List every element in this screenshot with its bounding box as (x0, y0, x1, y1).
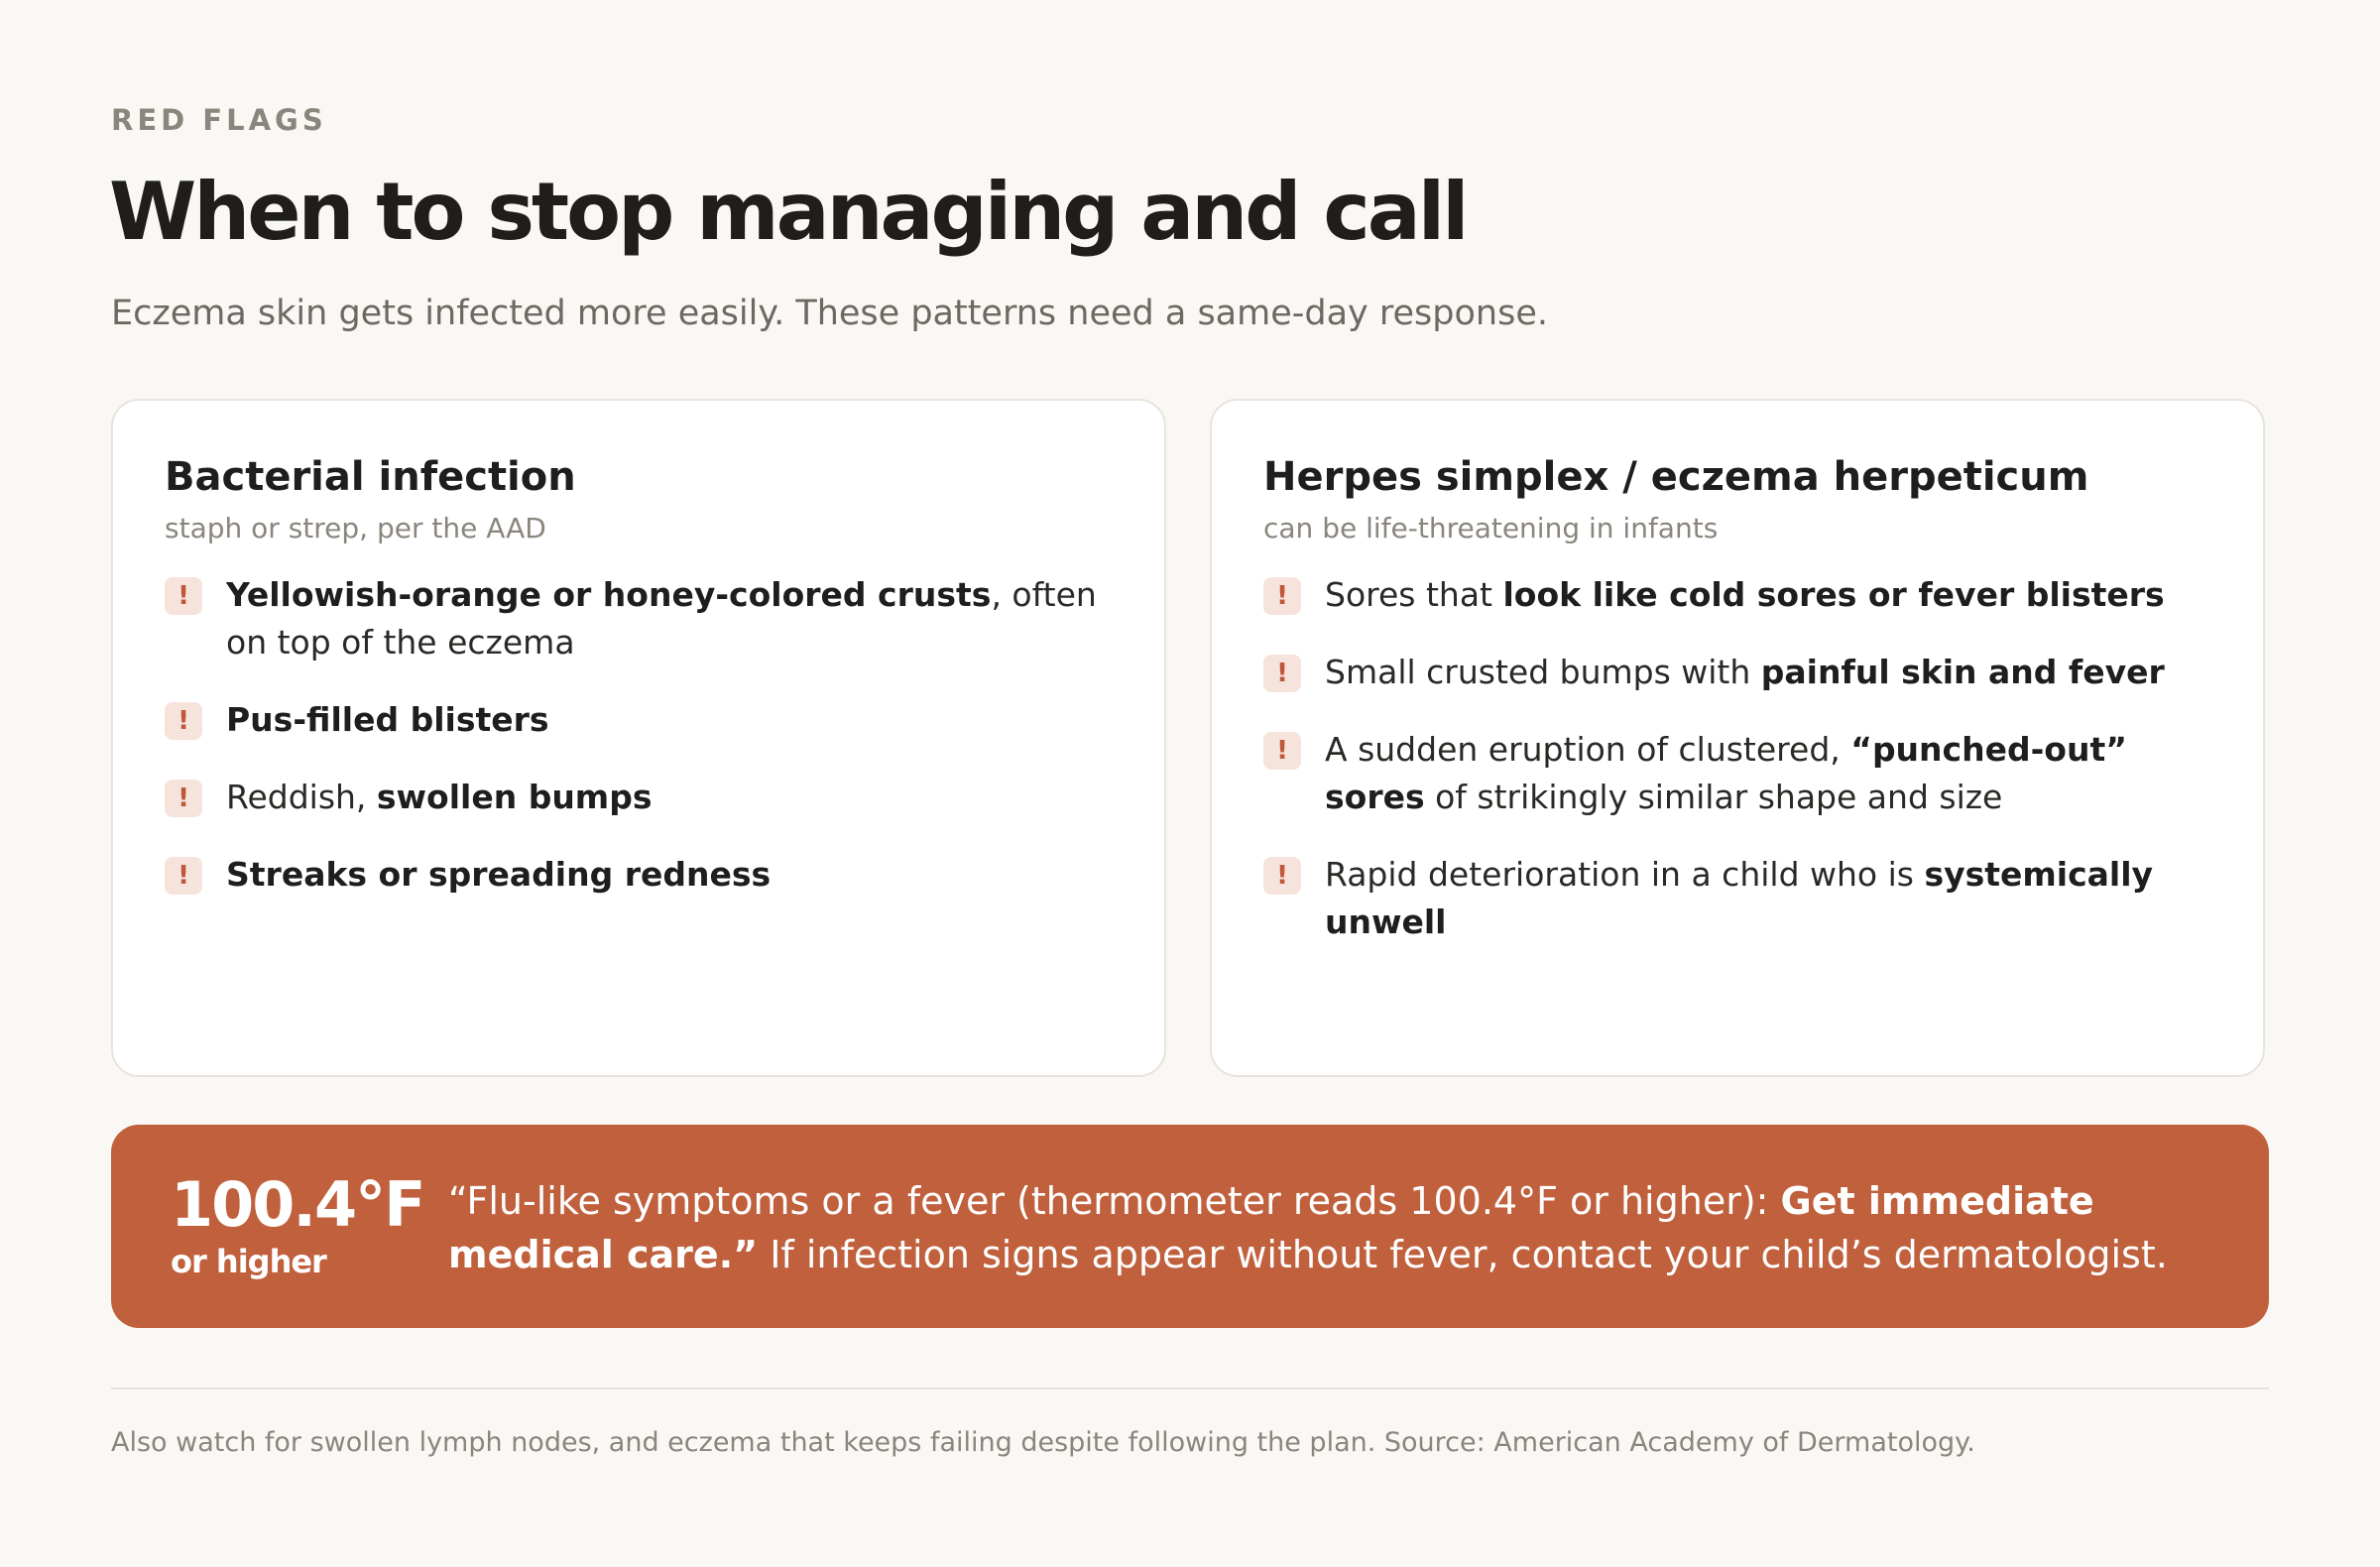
alert-icon: ! (1263, 655, 1301, 692)
symptom-list (165, 571, 1117, 928)
item-text-pre: A sudden eruption of clustered, (1325, 730, 1851, 769)
alert-icon: ! (165, 577, 202, 615)
item-text-strong: systemically unwell (1325, 855, 2154, 941)
alert-icon: ! (1263, 857, 1301, 895)
item-text-strong: painful skin and fever (1760, 653, 2165, 691)
alert-icon: ! (1263, 577, 1301, 615)
alert-quote-strong: Get immediate medical care.” (448, 1179, 2094, 1276)
page-title: When to stop managing and call (109, 166, 1467, 258)
symptom-list (1263, 571, 2215, 976)
fever-alert-banner (111, 1125, 2269, 1328)
alert-icon: ! (1263, 732, 1301, 770)
temperature-threshold: 100.4°F (171, 1168, 424, 1241)
alert-quote-post: If infection signs appear without fever, contact your child’s dermatologist. (758, 1233, 2168, 1276)
alert-icon: ! (165, 857, 202, 895)
list-item (1263, 649, 2215, 696)
card-subtitle: staph or strep, per the AAD (165, 512, 546, 544)
card-herpes-simplex (1210, 399, 2265, 1077)
list-item (165, 851, 1117, 899)
list-item (1263, 571, 2215, 619)
card-title: Bacterial infection (165, 454, 576, 500)
item-text-strong: swollen bumps (376, 778, 653, 816)
footnote: Also watch for swollen lymph nodes, and eczema that keeps failing despite following the plan. Source: American Academy of Dermatology. (111, 1427, 1975, 1458)
card-title: Herpes simplex / eczema herpeticum (1263, 454, 2089, 500)
list-item (165, 696, 1117, 744)
item-text-strong: “punched-out” sores (1325, 730, 2127, 816)
list-item (1263, 851, 2215, 946)
item-text-strong: Yellowish-orange or honey-colored crusts (226, 575, 992, 614)
list-item (1263, 726, 2215, 821)
eyebrow-label: RED FLAGS (111, 103, 327, 137)
card-subtitle: can be life-threatening in infants (1263, 512, 1719, 544)
alert-icon: ! (165, 780, 202, 817)
item-text-post: , often on top of the eczema (226, 575, 1097, 662)
temperature-note: or higher (171, 1243, 326, 1280)
alert-quote-pre: “Flu-like symptoms or a fever (thermometer reads 100.4°F or higher): (448, 1179, 1781, 1223)
item-text-strong: look like cold sores or fever blisters (1502, 575, 2165, 614)
item-text-strong: Streaks or spreading redness (226, 855, 772, 894)
card-bacterial-infection (111, 399, 1166, 1077)
item-text-pre: Small crusted bumps with (1325, 653, 1761, 691)
alert-icon: ! (165, 702, 202, 740)
alert-quote (448, 1174, 2223, 1281)
item-text-post: of strikingly similar shape and size (1424, 778, 2003, 816)
list-item (165, 774, 1117, 821)
item-text-strong: Pus-filled blisters (226, 700, 549, 739)
list-item (165, 571, 1117, 666)
divider (111, 1387, 2269, 1389)
item-text-pre: Sores that (1325, 575, 1503, 614)
page-subtitle: Eczema skin gets infected more easily. These patterns need a same-day response. (111, 294, 1548, 333)
item-text-pre: Reddish, (226, 778, 377, 816)
item-text-pre: Rapid deterioration in a child who is (1325, 855, 1925, 894)
